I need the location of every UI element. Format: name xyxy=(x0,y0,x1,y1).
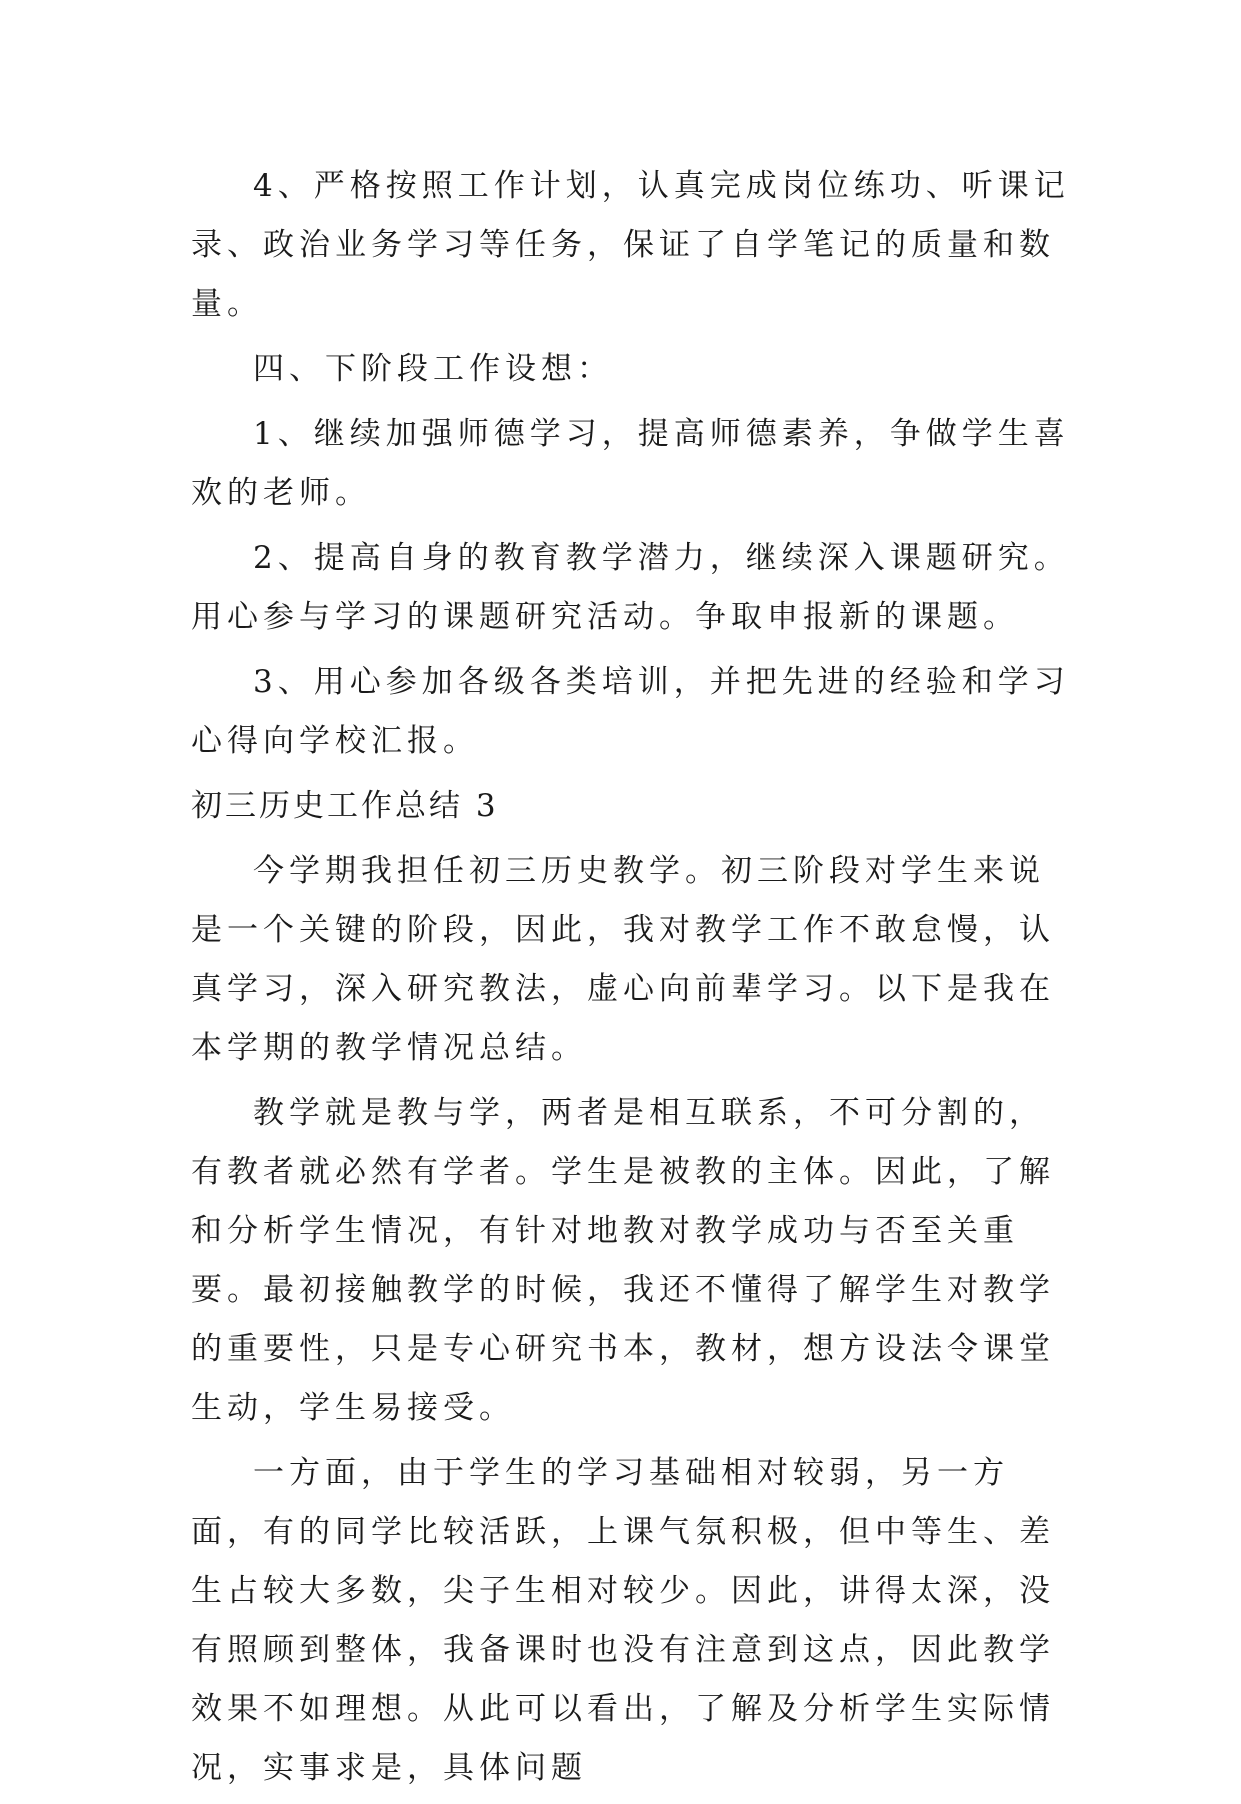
document-title: 初三历史工作总结 3 xyxy=(191,788,499,824)
paragraph: 4、严格按照工作计划，认真完成岗位练功、听课记录、政治业务学习等任务，保证了自学笔记的质量和数量。 xyxy=(191,168,1070,322)
paragraph: 2、提高自身的教育教学潜力，继续深入课题研究。用心参与学习的课题研究活动。争取申报新的课题。 xyxy=(191,540,1070,635)
paragraph: 3、用心参加各级各类培训，并把先进的经验和学习心得向学校汇报。 xyxy=(191,664,1070,759)
document-body xyxy=(191,157,1071,1804)
paragraph: 一方面，由于学生的学习基础相对较弱，另一方面，有的同学比较活跃，上课气氛积极，但中等生、差生占较大多数，尖子生相对较少。因此，讲得太深，没有照顾到整体，我备课时也没有注意到这点，因此教学效果不如理想。从此可以看出，了解及分析学生实际情况，实事求是，具体问题 xyxy=(191,1455,1055,1786)
paragraph: 今学期我担任初三历史教学。初三阶段对学生来说是一个关键的阶段，因此，我对教学工作不敢怠慢，认真学习，深入研究教法，虚心向前辈学习。以下是我在本学期的教学情况总结。 xyxy=(191,853,1055,1066)
paragraph: 教学就是教与学，两者是相互联系，不可分割的，有教者就必然有学者。学生是被教的主体。因此，了解和分析学生情况，有针对地教对教学成功与否至关重要。最初接触教学的时候，我还不懂得了解学生对教学的重要性，只是专心研究书本，教材，想方设法令课堂生动，学生易接受。 xyxy=(191,1095,1055,1426)
paragraph: 1、继续加强师德学习，提高师德素养，争做学生喜欢的老师。 xyxy=(191,416,1070,511)
section-heading: 四、下阶段工作设想： xyxy=(253,351,613,387)
